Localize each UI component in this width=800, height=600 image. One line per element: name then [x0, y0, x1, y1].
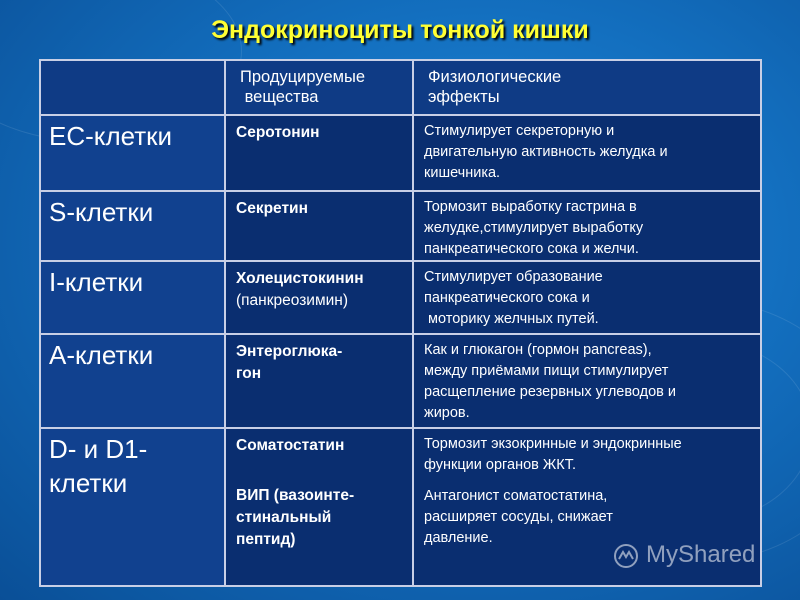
cell-type-label: S-клетки [49, 197, 154, 227]
header-cell-products [225, 60, 413, 115]
cell-type-label: I-клетки [49, 267, 144, 297]
cell-type [40, 115, 225, 191]
cell-type-label: А-клетки [49, 340, 154, 370]
cell-type-label: ЕС-клетки [49, 121, 173, 151]
product-note: (панкреозимин) [236, 292, 349, 309]
effect-text: Как и глюкагон (гормон pancreas), между приёмами пищи стимулирует расщепление резервных углеводов и жиров. [424, 342, 677, 421]
slide-title: Эндокриноциты тонкой кишки [211, 16, 589, 44]
product-label: Энтероглюка- гон [236, 343, 343, 382]
watermark-text: MyShared [646, 541, 756, 568]
product-cell [225, 261, 413, 334]
table-row [40, 334, 761, 428]
product-cell [225, 115, 413, 191]
cell-type [40, 334, 225, 428]
header-cell-empty [40, 60, 225, 115]
effect-cell [413, 334, 761, 428]
watermark [612, 540, 782, 574]
table-row [40, 261, 761, 334]
effect-cell [413, 191, 761, 261]
effect-text: Тормозит экзокринные и эндокринные функции органов ЖКТ. [424, 436, 682, 473]
header-products-label: Продуцируемые вещества [240, 68, 366, 106]
effect-cell [413, 115, 761, 191]
product-cell [225, 428, 413, 586]
endocrinocytes-table [39, 59, 762, 587]
effect-text: Стимулирует образование панкреатического сока и моторику желчных путей. [424, 269, 603, 327]
header-cell-effects [413, 60, 761, 115]
product-cell [225, 191, 413, 261]
cell-type [40, 261, 225, 334]
cell-type-label: D- и D1- клетки [49, 434, 148, 498]
effect-text-secondary: Антагонист соматостатина, расширяет сосуды, снижает давление. [424, 488, 613, 546]
cell-type [40, 428, 225, 586]
effect-text: Стимулирует секреторную и двигательную активность желудка и кишечника. [424, 123, 668, 181]
cell-type [40, 191, 225, 261]
product-label: Серотонин [236, 124, 320, 141]
product-label: Секретин [236, 200, 308, 217]
product-label-secondary: ВИП (вазоинте- стинальный пептид) [236, 487, 355, 548]
myshared-logo-icon [612, 542, 640, 570]
table-row [40, 115, 761, 191]
table-row [40, 191, 761, 261]
table-header-row [40, 60, 761, 115]
header-effects-label: Физиологические эффекты [428, 68, 562, 106]
effect-cell [413, 261, 761, 334]
product-label: Соматостатин [236, 437, 345, 454]
product-label: Холецистокинин [236, 270, 364, 287]
effect-text: Тормозит выработку гастрина в желудке,стимулирует выработку панкреатического сока и желчи. [424, 199, 644, 257]
product-cell [225, 334, 413, 428]
